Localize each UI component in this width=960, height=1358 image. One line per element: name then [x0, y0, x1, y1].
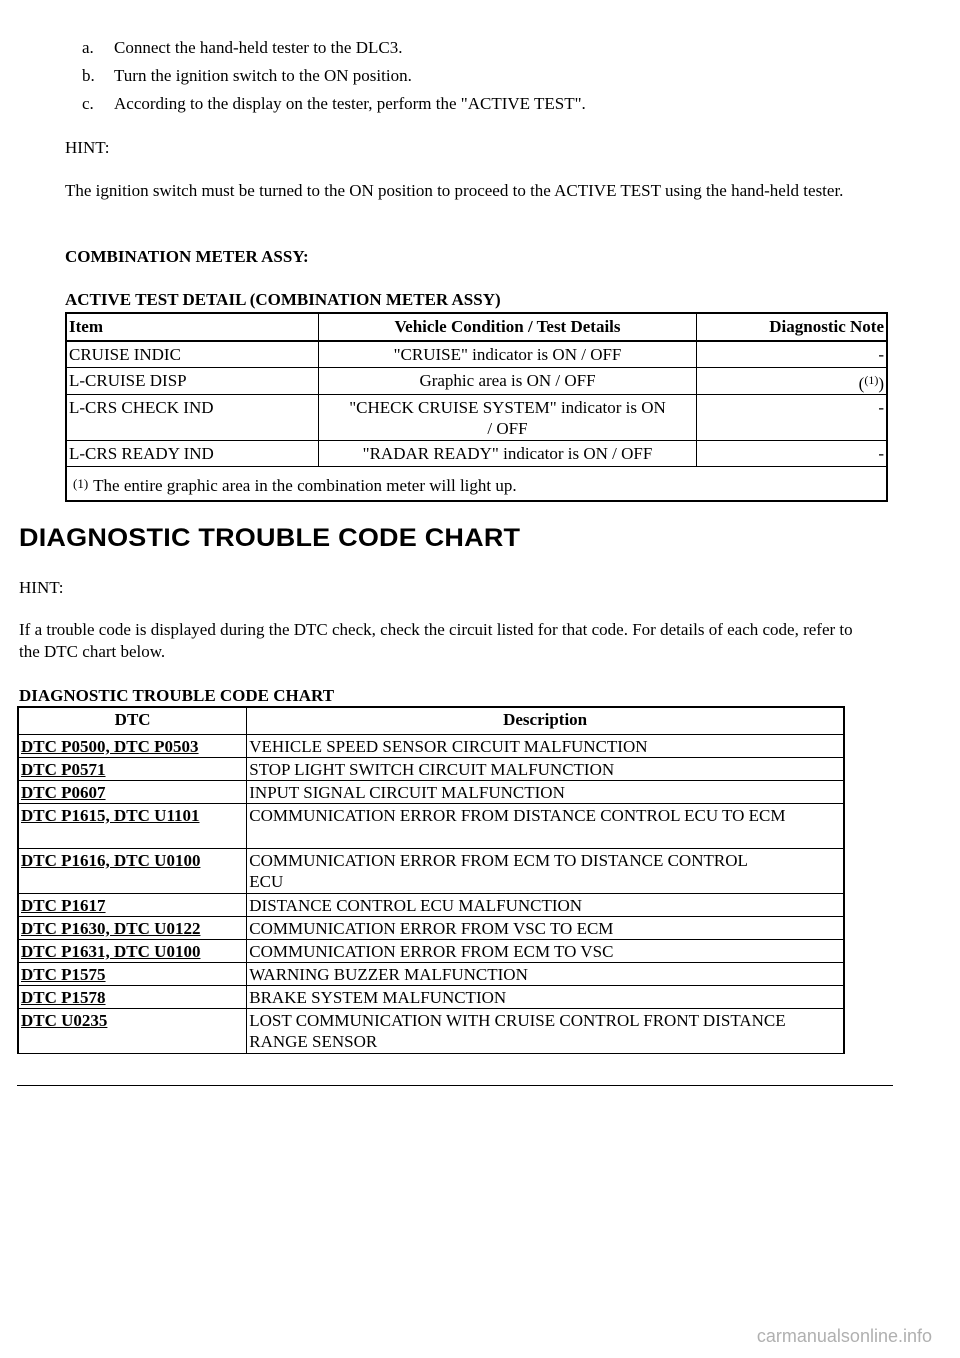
column-header-description: Description: [247, 707, 844, 735]
step-letter: b.: [82, 66, 95, 85]
dtc-link[interactable]: DTC P0607: [21, 783, 106, 802]
step-letter: a.: [82, 38, 94, 57]
table-row: [66, 368, 887, 395]
footnote-text: The entire graphic area in the combination meter will light up.: [93, 476, 517, 495]
footnote-mark: (1): [73, 476, 89, 491]
section-heading: DIAGNOSTIC TROUBLE CODE CHART: [19, 524, 521, 552]
cell-dtc: [18, 735, 247, 758]
cell-description: COMMUNICATION ERROR FROM VSC TO ECM: [247, 917, 844, 940]
cell-dtc: [18, 894, 247, 917]
cell-description: INPUT SIGNAL CIRCUIT MALFUNCTION: [247, 781, 844, 804]
step-c: [82, 94, 586, 114]
step-b: [82, 66, 412, 86]
table-header-row: [18, 707, 844, 735]
dtc-link[interactable]: DTC P1578: [21, 988, 106, 1007]
cell-item: L-CRUISE DISP: [66, 368, 318, 395]
table-row: [18, 894, 844, 917]
cell-dtc: [18, 758, 247, 781]
cell-description: LOST COMMUNICATION WITH CRUISE CONTROL FRONT DISTANCE RANGE SENSOR: [247, 1009, 844, 1054]
table-header-row: [66, 313, 887, 341]
dtc-link[interactable]: DTC P0500, DTC P0503: [21, 737, 199, 756]
cell-description: VEHICLE SPEED SENSOR CIRCUIT MALFUNCTION: [247, 735, 844, 758]
table-row: [18, 849, 844, 894]
dtc-link[interactable]: DTC P1616, DTC U0100: [21, 851, 201, 870]
cell-dtc: [18, 917, 247, 940]
dtc-link[interactable]: DTC P1630, DTC U0122: [21, 919, 201, 938]
table-row: [18, 758, 844, 781]
cell-description: COMMUNICATION ERROR FROM ECM TO VSC: [247, 940, 844, 963]
cell-dtc: [18, 849, 247, 894]
step-text: Connect the hand-held tester to the DLC3.: [114, 38, 403, 57]
active-test-title: ACTIVE TEST DETAIL (COMBINATION METER ASSY): [65, 290, 501, 309]
cell-description: WARNING BUZZER MALFUNCTION: [247, 963, 844, 986]
step-text: Turn the ignition switch to the ON position.: [114, 66, 412, 85]
cell-dtc: [18, 986, 247, 1009]
cell-note: ($^{(1)}$): [697, 368, 887, 395]
table-row: [18, 804, 844, 849]
cell-dtc: [18, 940, 247, 963]
dtc-link[interactable]: DTC P0571: [21, 760, 106, 779]
step-letter: c.: [82, 94, 94, 113]
hint-label: HINT:: [19, 578, 64, 597]
table-row: [18, 986, 844, 1009]
bottom-divider: [17, 1085, 893, 1086]
footnote-row: [66, 467, 887, 501]
cell-condition: "CRUISE" indicator is ON / OFF: [318, 341, 697, 368]
cell-dtc: [18, 781, 247, 804]
cell-dtc: [18, 1009, 247, 1054]
cell-description: COMMUNICATION ERROR FROM ECM TO DISTANCE CONTROL ECU: [247, 849, 844, 894]
table-row: [66, 441, 887, 467]
table-row: [66, 341, 887, 368]
table-row: [18, 917, 844, 940]
cell-note: -: [697, 441, 887, 467]
cell-item: L-CRS CHECK IND: [66, 395, 318, 441]
cell-note: -: [697, 395, 887, 441]
column-header-dtc: DTC: [18, 707, 247, 735]
cell-description: STOP LIGHT SWITCH CIRCUIT MALFUNCTION: [247, 758, 844, 781]
table-row: [18, 781, 844, 804]
dtc-link[interactable]: DTC U0235: [21, 1011, 108, 1030]
cell-description: COMMUNICATION ERROR FROM DISTANCE CONTROL ECU TO ECM: [247, 804, 844, 849]
cell-dtc: [18, 963, 247, 986]
table-row: [18, 1009, 844, 1054]
dtc-link[interactable]: DTC P1617: [21, 896, 106, 915]
footnote-ref[interactable]: (1): [864, 373, 879, 387]
cell-description: BRAKE SYSTEM MALFUNCTION: [247, 986, 844, 1009]
cell-item: CRUISE INDIC: [66, 341, 318, 368]
table-row: [66, 395, 887, 441]
active-test-table: [65, 312, 888, 502]
cell-condition: "RADAR READY" indicator is ON / OFF: [318, 441, 697, 467]
cell-dtc: [18, 804, 247, 849]
cell-item: L-CRS READY IND: [66, 441, 318, 467]
step-text: According to the display on the tester, perform the "ACTIVE TEST".: [114, 94, 586, 113]
cell-description: DISTANCE CONTROL ECU MALFUNCTION: [247, 894, 844, 917]
column-header-note: Diagnostic Note: [697, 313, 887, 341]
combination-meter-heading: COMBINATION METER ASSY:: [65, 247, 309, 266]
cell-note: -: [697, 341, 887, 368]
step-a: [82, 38, 402, 58]
table-row: [18, 735, 844, 758]
watermark: carmanualsonline.info: [756, 1326, 932, 1346]
hint-text: If a trouble code is displayed during the DTC check, check the circuit listed for that code. For details of each code, refer to the DTC chart below.: [19, 620, 853, 661]
column-header-item: Item: [66, 313, 318, 341]
dtc-table-title: DIAGNOSTIC TROUBLE CODE CHART: [19, 686, 335, 705]
dtc-link[interactable]: DTC P1615, DTC U1101: [21, 806, 200, 825]
dtc-table: [17, 706, 845, 1054]
table-row: [18, 963, 844, 986]
hint-label: HINT:: [65, 138, 110, 157]
table-row: [18, 940, 844, 963]
dtc-link[interactable]: DTC P1631, DTC U0100: [21, 942, 201, 961]
dtc-link[interactable]: DTC P1575: [21, 965, 106, 984]
footnote: [66, 467, 887, 501]
cell-condition: "CHECK CRUISE SYSTEM" indicator is ON / OFF: [318, 395, 697, 441]
cell-condition: Graphic area is ON / OFF: [318, 368, 697, 395]
column-header-condition: Vehicle Condition / Test Details: [318, 313, 697, 341]
hint-text: The ignition switch must be turned to the ON position to proceed to the ACTIVE TEST using the hand-held tester.: [65, 181, 844, 200]
